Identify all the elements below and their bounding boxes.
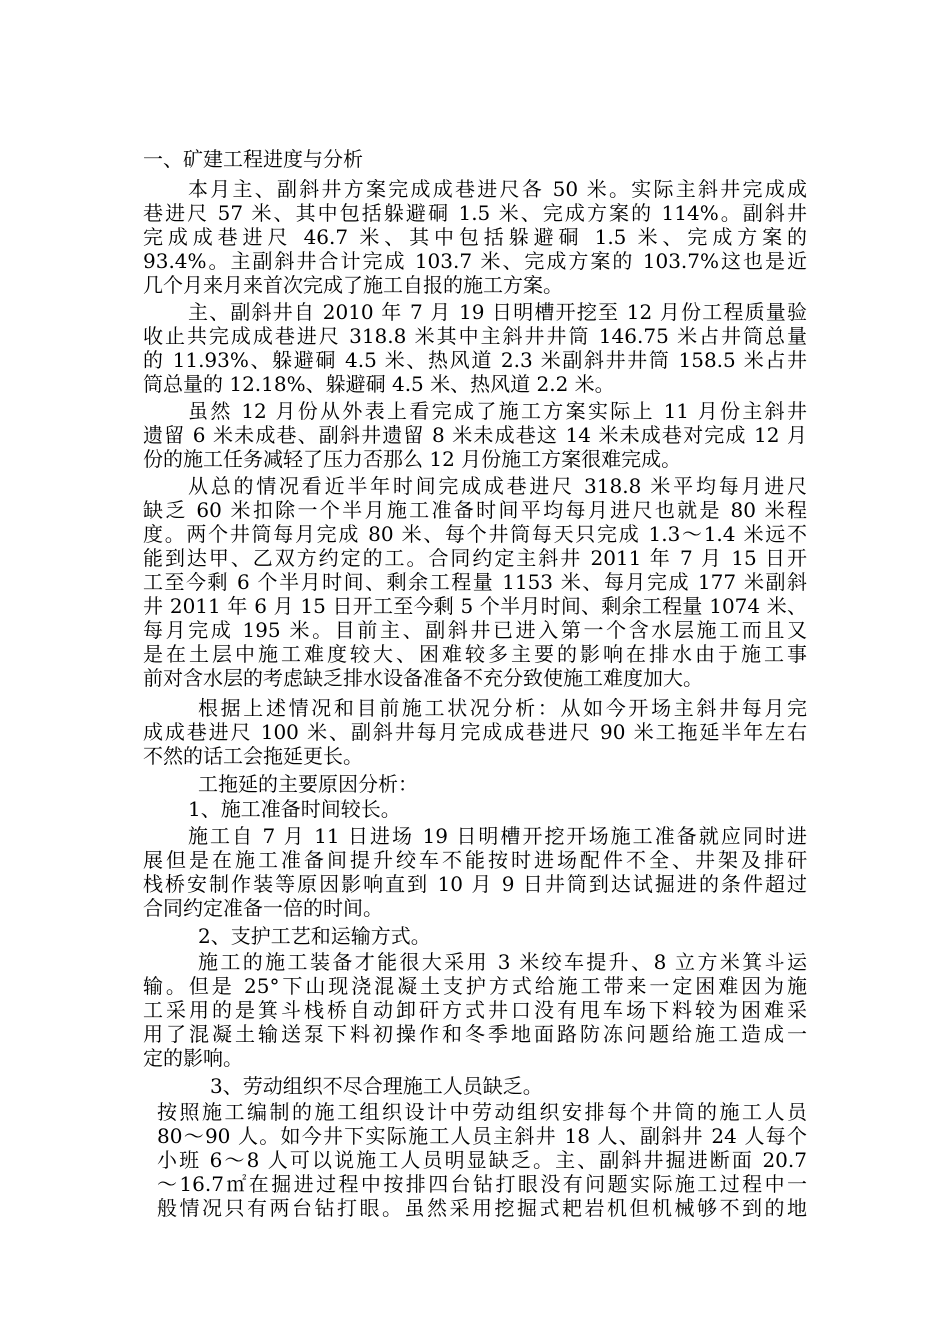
paragraph-line: 施工自 7 月 11 日进场 19 日明槽开挖开场施工准备就应同时进 bbox=[188, 824, 807, 848]
paragraph-line: 完成成巷进尺 46.7 米、其中包括躲避硐 1.5 米、完成方案的 bbox=[143, 225, 807, 249]
paragraph-line: 遗留 6 米未成巷、副斜井遗留 8 米未成巷这 14 米未成巷对完成 12 月 bbox=[143, 423, 807, 447]
paragraph-line: 93.4%。主副斜井合计完成 103.7 米、完成方案的 103.7%这也是近 bbox=[143, 249, 807, 273]
paragraph-line: 度。两个井筒每月完成 80 米、每个井筒每天只完成 1.3～1.4 米远不 bbox=[143, 522, 807, 546]
paragraph-line: 几个月来月来首次完成了施工自报的施工方案。 bbox=[143, 273, 563, 297]
paragraph-line: 定的影响。 bbox=[143, 1046, 243, 1070]
paragraph-line: 用了混凝土输送泵下料初操作和冬季地面路防冻问题给施工造成一 bbox=[143, 1022, 807, 1046]
paragraph-line: 合同约定准备一倍的时间。 bbox=[143, 896, 383, 920]
paragraph-line: 成成巷进尺 100 米、副斜井每月完成成巷进尺 90 米工拖延半年左右 bbox=[143, 720, 807, 744]
paragraph-line: 主、副斜井自 2010 年 7 月 19 日明槽开挖至 12 月份工程质量验 bbox=[188, 300, 807, 324]
paragraph-line: 般情况只有两台钻打眼。虽然采用挖掘式耙岩机但机械够不到的地 bbox=[157, 1196, 807, 1220]
paragraph-line: 每月完成 195 米。目前主、副斜井已进入第一个含水层施工而且又 bbox=[143, 618, 807, 642]
paragraph-line: 份的施工任务减轻了压力否那么 12 月份施工方案很难完成。 bbox=[143, 447, 682, 471]
subheading: 工拖延的主要原因分析： bbox=[198, 772, 418, 796]
paragraph-line: 不然的话工会拖延更长。 bbox=[143, 744, 363, 768]
paragraph-line: 输。但是 25°下山现浇混凝土支护方式给施工带来一定困难因为施 bbox=[143, 974, 807, 998]
subheading: 1、施工准备时间较长。 bbox=[188, 797, 401, 821]
paragraph-line: 栈桥安制作装等原因影响直到 10 月 9 日井筒到达试掘进的条件超过 bbox=[143, 872, 807, 896]
paragraph-line: 展但是在施工准备间提升绞车不能按时进场配件不全、井架及排矸 bbox=[143, 848, 807, 872]
paragraph-line: 本月主、副斜井方案完成成巷进尺各 50 米。实际主斜井完成成 bbox=[188, 177, 807, 201]
paragraph-line: 按照施工编制的施工组织设计中劳动组织安排每个井筒的施工人员 bbox=[157, 1100, 807, 1124]
paragraph-line: 小班 6～8 人可以说施工人员明显缺乏。主、副斜井掘进断面 20.7 bbox=[157, 1148, 807, 1172]
paragraph-line: 工至今剩 6 个半月时间、剩余工程量 1153 米、每月完成 177 米副斜 bbox=[143, 570, 807, 594]
paragraph-line: 井 2011 年 6 月 15 日开工至今剩 5 个半月时间、剩余工程量 1074 米、 bbox=[143, 594, 807, 618]
paragraph-line: 收止共完成成巷进尺 318.8 米其中主斜井井筒 146.75 米占井筒总量 bbox=[143, 324, 807, 348]
paragraph-line: 是在土层中施工难度较大、困难较多主要的影响在排水由于施工事 bbox=[143, 642, 807, 666]
subheading: 2、支护工艺和运输方式。 bbox=[198, 924, 431, 948]
paragraph-line: 从总的情况看近半年时间完成成巷进尺 318.8 米平均每月进尺 bbox=[188, 474, 807, 498]
paragraph-line: 工采用的是箕斗栈桥自动卸矸方式井口没有甩车场下料较为困难采 bbox=[143, 998, 807, 1022]
paragraph-line: 巷进尺 57 米、其中包括躲避硐 1.5 米、完成方案的 114%。副斜井 bbox=[143, 201, 807, 225]
paragraph-line: 80～90 人。如今井下实际施工人员主斜井 18 人、副斜井 24 人每个 bbox=[157, 1124, 807, 1148]
paragraph-line: ～16.7㎡在掘进过程中按排四台钻打眼没有问题实际施工过程中一 bbox=[157, 1172, 807, 1196]
paragraph-line: 能到达甲、乙双方约定的工。合同约定主斜井 2011 年 7 月 15 日开 bbox=[143, 546, 807, 570]
paragraph-line: 缺乏 60 米扣除一个半月施工准备时间平均每月进尺也就是 80 米程 bbox=[143, 498, 807, 522]
paragraph-line: 施工的施工装备才能很大采用 3 米绞车提升、8 立方米箕斗运 bbox=[198, 950, 807, 974]
paragraph-line: 筒总量的 12.18%、躲避硐 4.5 米、热风道 2.2 米。 bbox=[143, 372, 615, 396]
section-heading: 一、矿建工程进度与分析 bbox=[143, 147, 363, 171]
paragraph-line: 的 11.93%、躲避硐 4.5 米、热风道 2.3 米副斜井井筒 158.5 米占井 bbox=[143, 348, 807, 372]
subheading: 3、劳动组织不尽合理施工人员缺乏。 bbox=[210, 1074, 543, 1098]
paragraph-line: 根据上述情况和目前施工状况分析：从如今开场主斜井每月完 bbox=[198, 696, 807, 720]
paragraph-line: 虽然 12 月份从外表上看完成了施工方案实际上 11 月份主斜井 bbox=[188, 399, 807, 423]
paragraph-line: 前对含水层的考虑缺乏排水设备准备不充分致使施工难度加大。 bbox=[143, 666, 703, 690]
